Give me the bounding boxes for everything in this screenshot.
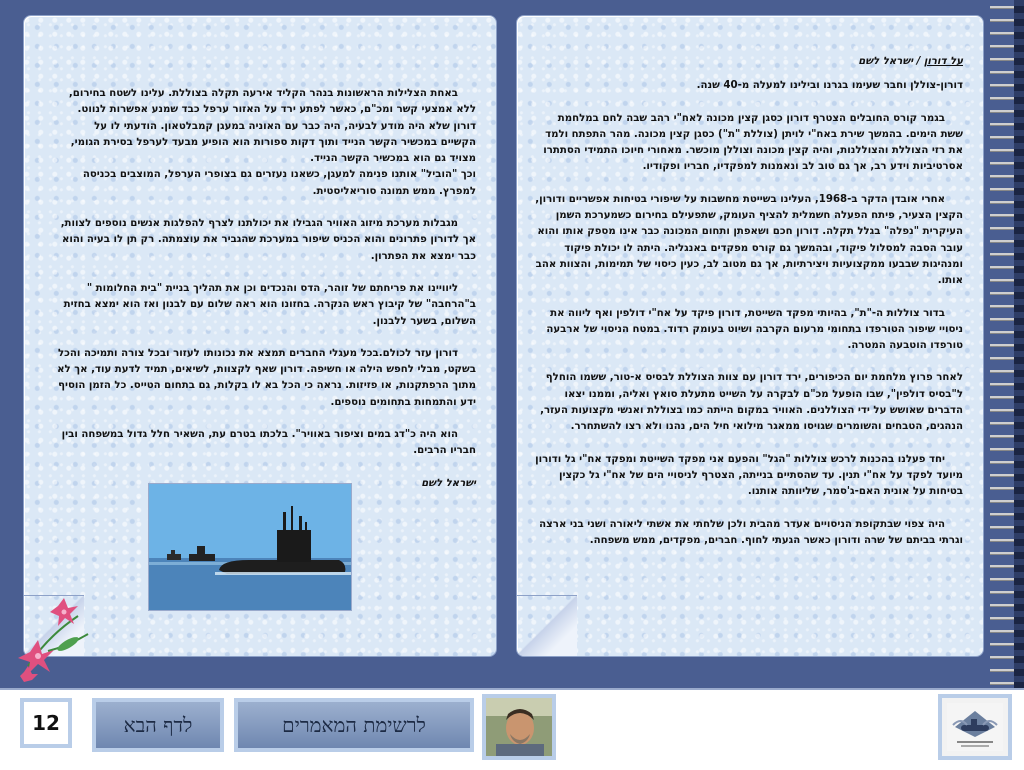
left-paragraph: הוא היה כ"דג במים וציפור באוויר". בלכתו בטרם עת, השאיר חלל גדול במשפחה ובין חבריו הרבים. — [61, 429, 476, 457]
left-paragraph: ליוויינו את פריחתם של זוהר, הדס והנכדים וכן את תהליך בניית "בית החלומות " ב"הרחבה" של קיבוץ ראש הנקרה. בחזונו הוא ראה שלום עם לבנון ואז הוא ימצא בחזית השלום, בשער ללבנון. — [63, 282, 476, 327]
submarine-photo — [148, 483, 352, 611]
left-paragraph: מגבלות מערכת מיזוג האוויר הגבילו את יכולתנו לצרף להפלגות אנשים נוספים לצוות, אך לדורון פתרונים והוא הכניס שיפור במערכת שהגביר את עוצמתה. רק תן לו בעיה והוא כבר ימצא את הפתרון. — [60, 218, 476, 262]
right-paragraph: יחד פעלנו בהכנות לרכש צוללות "הגל" והפעם אני מפקד השייטת ומפקד אח"י גל ודורון מיועד לפקד על אח"י תנין. עד שהסתיים בנייתה, הצטרף לניסויי הים של אח"י גל כקצין בטיחות על אונית האם-ג'סמר, שליוותה אותנו. — [535, 453, 963, 498]
articles-list-button[interactable]: לרשימת המאמרים — [234, 698, 474, 752]
signature: ישראל לשם — [421, 477, 476, 489]
spiral-binding — [990, 0, 1014, 688]
right-paragraph: לאחר פרוץ מלחמת יום הכיפורים, ירד דורון עם צוות הצוללת לבסיס א-טור, ששמו הוחלף ל"בסיס דולפין", שבו הופעל מכ"ם לבקרה על השייט מתעלת סואץ ואליה, וממנו יצאו הדברים שאושש על ידי הצוללנים. האוויר במקום הייתה כמו בצוללת ואנשי מקצועות העזר, הנהגים, הטבחים והשומרים שגויסו ממאגר מילואי חיל הים, נהנו ולא רצו להשתחרר. — [540, 372, 963, 433]
submarine-association-logo-icon[interactable] — [938, 694, 1012, 760]
left-article-panel — [23, 15, 497, 657]
author-avatar — [482, 694, 556, 760]
right-article-panel — [516, 15, 984, 657]
right-paragraph: בדור צוללות ה-"ת", בהיותי מפקד השייטת, דורון פיקד על אח"י דולפין ואף ליווה את ניסויי שיפור הטורפדו בתחומי מרעום הקרבה ושיוט בעומק רדוד. במטח הניסוי של ארבעה טורפדו הוטבעה המטרה. — [546, 307, 963, 352]
left-paragraph: באחת הצלילות הראשונות בנהר הקליד אירעה תקלה בצוללת. עלינו לשטח בחירום, ללא אמצעי קשר ומכ"ם, כאשר לפתע ירד על האזור ערפל כבד שמנע אפשרות לנווט. דורון שלא היה מודע לבעיה, היה כבר עם האוניה במעגן קמבלטאון. הודעתי לו על הקשיים במכשיר הקשר הנייד ותוך דקות ספורות הוא הופיע מבעד לערפל בסירת הגומי, מצויד גם הוא במכשיר הקשר הנייד. — [68, 88, 476, 165]
byline-author: / ישראל לשם — [858, 56, 924, 67]
right-article-text — [533, 54, 963, 565]
next-page-button[interactable]: לדף הבא — [92, 698, 224, 752]
left-paragraph: וכך "הוביל" אותנו פנימה למעגן, כשאנו נעזרים גם בצופרי הערפל, המוצבים בכניסה למפרץ. ממש תמונה סוריאליסטית. — [82, 169, 476, 197]
submarine-photo-art — [149, 484, 351, 610]
subtitle: דורון-צוללן וחבר שעימו בגרנו ובילינו למעלה מ-40 שנה. — [696, 80, 963, 92]
byline-title: על דורון — [923, 56, 963, 67]
left-article-text — [56, 86, 476, 508]
right-paragraph: אחרי אובדן הדקר ב-1968, העלינו בשייטת מחשבות על שיפורי בטיחות אפשריים ודורון, הקצין הצעיר, פיתח הפעלה חשמלית להציף העומק, שתפעילם בחירום כשמערכת השמן העיקרית "נפלה" בגלל תקלה. דורון חכם ושאפתן ותחום המכונה כבר אינו מספק אותו והוא עובר הסבה למסלול פיקוד, ובהמשך גם קורס מפקדים באנגליה. היתה לו יכולת פיקוד ומנהיגות שבבעו ממקצועיות ויצירתיות, אך גם מטוב לב, כעין כיסוי של תמימות, והצוות אהב אותו. — [535, 193, 963, 287]
spiral-holes — [1014, 0, 1024, 688]
page-number: 12 — [20, 698, 72, 748]
byline — [533, 54, 963, 70]
page-curl — [517, 595, 577, 656]
right-paragraph: היה צפוי שבתקופת הניסויים אעדר מהבית ולכן שלחתי את אשתי ליאורה ושני בני ארצה וגרתי בביתם של שרה ודורון כאשר הגעתי לחוף. חברים, מפקדים, ממש משפחה. — [539, 518, 963, 546]
right-paragraph: בגמר קורס החובלים הצטרף דורון כסגן קצין מכונה לאח"י רהב שבה לחם במלחמת ששת הימים. בהמשך שירת באח"י לויתן (צוללת "ת") כסגן קצין מכונה. מהר התפתח ולמד את רזי הצוללת והצוללנות, והיה קצין מכונה וצוללן מוכשר. מאחורי חיוכו התמידי הסתתרו אסרטיביות וידע רב, אך גם טוב לב ונאמנות למפקדיו, חבריו ופקודיו. — [543, 112, 963, 173]
flower-icon — [8, 596, 98, 684]
left-paragraph: דורון עזר לכולם.בכל מעגלי החברים תמצא את נכונותו לעזור ובכל צורה ותמיכה והכל בשקט, מבלי לחפש הילה או חשיפה. דורון שאף לקצוות, לשיאים, תמיד לדעת עוד, אך לא מתוך הרפתקנות, או פזיזות. נראה כי הכל בא לו בקלות, גם בתחום הטייס. כל הזמן הוסיף ידע והתמחות בתחומים נוספים. — [57, 347, 476, 408]
